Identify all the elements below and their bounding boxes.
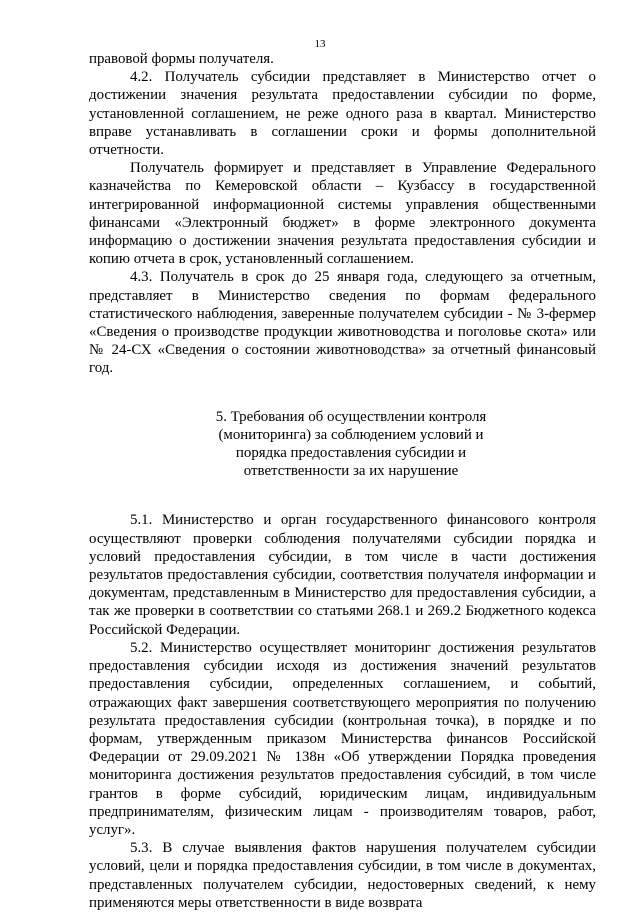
section-heading-line: порядка предоставления субсидии и [235,445,467,462]
spacer [89,480,596,511]
paragraph-continuation: правовой формы получателя. [89,51,274,67]
paragraph-treasury-report: Получатель формирует и представляет в Управление Федерального казначейства по Кемеровской области – Кузбассу в государственной интегрированной информационной системы управления общественными финансами «Электронный бюджет» в форме электронного документа информацию о достижении значения результата предоставления субсидии и копию отчета в срок, установленный соглашением. [89,160,596,268]
section-heading-line: (мониторинга) за соблюдением условий и [218,426,484,443]
paragraph-4-3: 4.3. Получатель в срок до 25 января года, следующего за отчетным, представляет в Министерство сведения по формам федерального статистического наблюдения, заверенные получателем субсидии - № 3-фермер «Сведения о производстве продукции животноводства и поголовье скота» или № 24-СХ «Сведения о состоянии животноводства» за отчетный финансовый год. [89,269,596,377]
paragraph-5-2: 5.2. Министерство осуществляет мониторинг достижения результатов предоставления субсидии исходя из достижения значений результатов предоставления субсидии, определенных соглашением, и событий, отражающих факт завершения соответствующего мероприятия по получению результата предоставления субсидии (контрольная точка), в порядке и по формам, утвержденным приказом Министерства финансов Российской Федерации от 29.09.2021 № 138н «Об утверждении Порядка проведения мониторинга достижения результатов предоставления субсидий, в том числе грантов в форме субсидий, юридическим лицам, индивидуальным предпринимателям, физическим лицам - производителям товаров, работ, услуг». [89,639,596,838]
section-heading-line: 5. Требования об осуществлении контроля [215,408,487,425]
section-5-heading [89,408,596,481]
section-heading-line: ответственности за их нарушение [243,463,459,480]
paragraph-4-2: 4.2. Получатель субсидии представляет в Министерство отчет о достижении значения результата предоставлении субсидии по форме, установленной соглашением, не реже одного раза в квартал. Министерство вправе устанавливать в соглашении сроки и формы дополнительной отчетности. [89,69,596,159]
paragraph-5-1: 5.1. Министерство и орган государственного финансового контроля осуществляют проверки соблюдения получателями субсидии порядка и условий предоставления субсидии, в том числе в части достижения результатов предоставления субсидии, соответствия получателя информации и документам, представленным в Министерство для предоставления субсидии, а так же проверки в соответствии со статьями 268.1 и 269.2 Бюджетного кодекса Российской Федерации. [89,512,596,638]
spacer [89,378,596,408]
document-body [89,50,596,912]
paragraph-5-3: 5.3. В случае выявления фактов нарушения получателем субсидии условий, цели и порядка предоставления субсидии, в том числе в документах, представленных получателем субсидии, недостоверных сведений, к нему применяются меры ответственности в виде возврата [89,840,596,911]
page-number: 13 [314,38,326,50]
